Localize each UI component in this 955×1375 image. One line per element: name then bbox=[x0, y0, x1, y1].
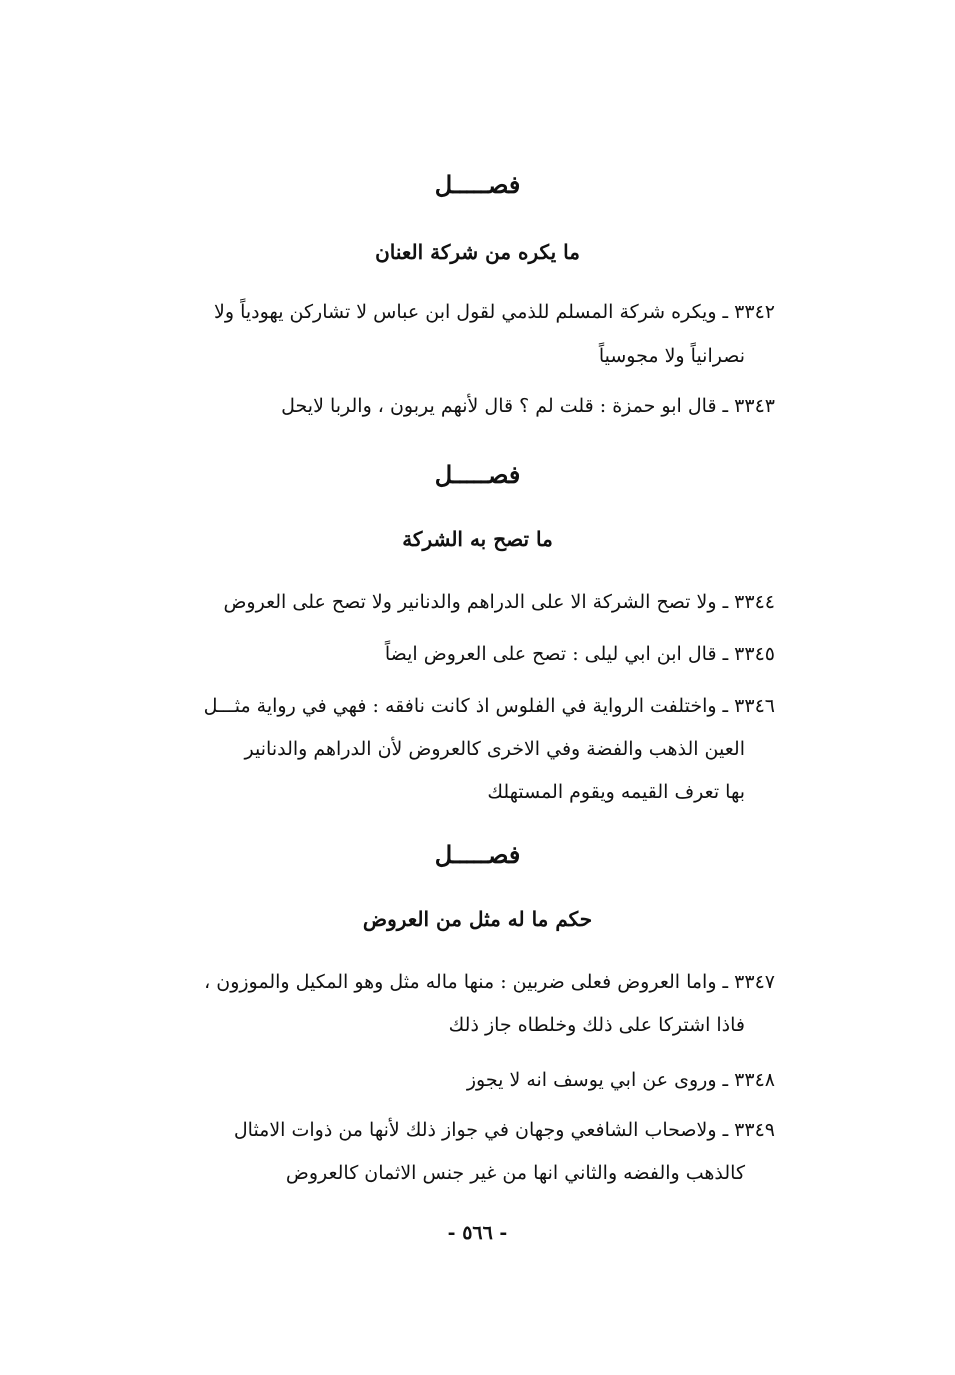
section-1-subheading: ما يكره من شركة العنان bbox=[375, 240, 580, 264]
paragraph-3349-line-1: ٣٣٤٩ ـ ولاصحاب الشافعي وجهان في جواز ذلك لأنها من ذوات الامثال bbox=[233, 1119, 775, 1141]
section-1-heading: فصـــــل bbox=[434, 170, 521, 199]
paragraph-3347-line-2: فاذا اشتركا على ذلك وخلطاه جاز ذلك bbox=[448, 1014, 745, 1036]
paragraph-3346-line-2: العين الذهب والفضة وفي الاخرى كالعروض لأن الدراهم والدنانير bbox=[244, 738, 745, 760]
paragraph-3347-line-1: ٣٣٤٧ ـ واما العروض فعلى ضربين : منها ماله مثل وهو المكيل والموزون ، bbox=[204, 971, 775, 993]
section-3-subheading: حكم ما له مثل من العروض bbox=[362, 907, 593, 931]
paragraph-3343-line-1: ٣٣٤٣ ـ قال ابو حمزة : قلت لم ؟ قال لأنهم يربون ، والربا لايحل bbox=[281, 395, 775, 417]
paragraph-3349-line-2: كالذهب والفضه والثاني انها من غير جنس الاثمان كالعروض bbox=[285, 1162, 745, 1184]
paragraph-3345-line-1: ٣٣٤٥ ـ قال ابن ابي ليلى : تصح على العروض ايضاً bbox=[384, 643, 775, 665]
section-2-heading: فصـــــل bbox=[434, 460, 521, 489]
paragraph-3348-line-1: ٣٣٤٨ ـ وروى عن ابي يوسف انه لا يجوز bbox=[466, 1069, 775, 1091]
paragraph-3346-line-3: بها تعرف القيمه ويقوم المستهلك bbox=[487, 781, 745, 803]
section-3-heading: فصـــــل bbox=[434, 840, 521, 869]
section-2-subheading: ما تصح به الشركة bbox=[402, 527, 553, 551]
paragraph-3342-line-2: نصرانياً ولا مجوسياً bbox=[598, 345, 745, 367]
page-number: - ٥٦٦ - bbox=[447, 1222, 508, 1244]
paragraph-3342-line-1: ٣٣٤٢ ـ ويكره شركة المسلم للذمي لقول ابن عباس لا تشاركن يهودياً ولا bbox=[214, 301, 775, 323]
paragraph-3344-line-1: ٣٣٤٤ ـ ولا تصح الشركة الا على الدراهم والدنانير ولا تصح على العروض bbox=[223, 591, 775, 613]
paragraph-3346-line-1: ٣٣٤٦ ـ واختلفت الرواية في الفلوس اذ كانت نافقه : فهي في رواية مثـــل bbox=[203, 695, 775, 717]
